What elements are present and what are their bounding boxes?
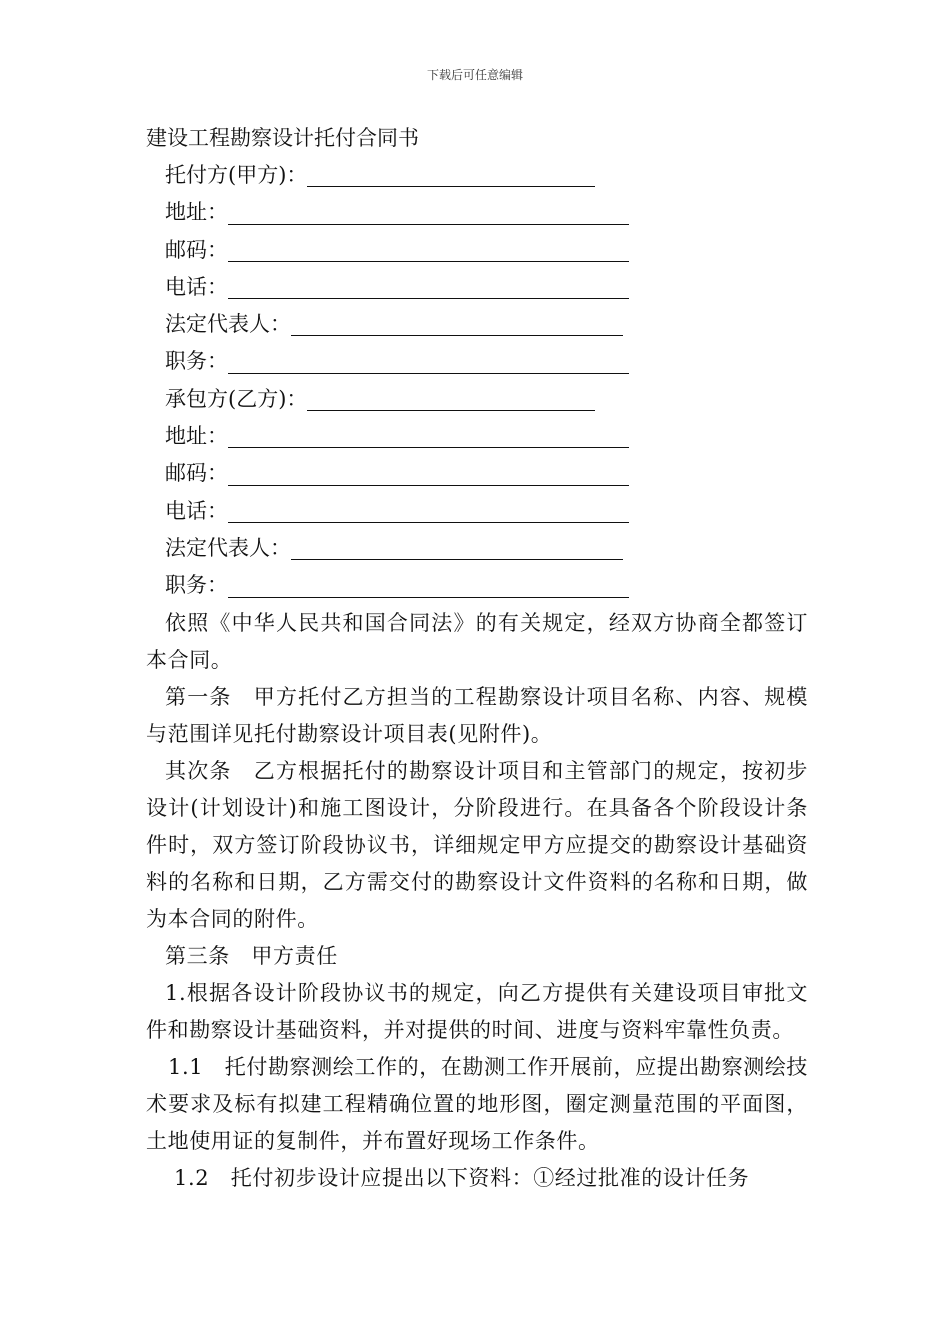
- article-3-heading: 第三条 甲方责任: [165, 943, 338, 968]
- party-b-address-blank[interactable]: [228, 423, 629, 448]
- party-a-phone-row: [146, 269, 808, 306]
- party-b-address-row: [146, 418, 808, 455]
- article-2-paragraph: 其次条 乙方根据托付的勘察设计项目和主管部门的规定，按初步设计(计划设计)和施工图设计，分阶段进行。在具备各个阶段设计条件时，双方签订阶段协议书，详细规定甲方应提交的勘察设计基础资料的名称和日期，乙方需交付的勘察设计文件资料的名称和日期，做为本合同的附件。: [146, 758, 808, 931]
- party-b-legal-rep-label: 法定代表人：: [165, 535, 291, 560]
- party-b-row: [146, 381, 808, 418]
- item-1-paragraph: 1.根据各设计阶段协议书的规定，向乙方提供有关建设项目审批文件和勘察设计基础资料，并对提供的时间、进度与资料牢靠性负责。: [146, 980, 808, 1042]
- header-note: 下载后可任意编辑: [426, 68, 523, 82]
- party-b-blank[interactable]: [307, 386, 595, 411]
- party-a-blank[interactable]: [307, 162, 595, 187]
- item-1-2-paragraph: 1.2 托付初步设计应提出以下资料：①经过批准的设计任务: [174, 1165, 750, 1190]
- party-b-postcode-blank[interactable]: [228, 461, 629, 486]
- party-b-position-blank[interactable]: [228, 573, 629, 598]
- party-a-legal-rep-label: 法定代表人：: [165, 312, 291, 337]
- party-b-legal-rep-row: [146, 530, 808, 567]
- party-a-phone-label: 电话：: [165, 274, 228, 299]
- party-a-phone-blank[interactable]: [228, 274, 629, 299]
- party-a-address-blank[interactable]: [228, 200, 629, 225]
- party-b-phone-row: [146, 493, 808, 530]
- party-a-postcode-label: 邮码：: [165, 237, 228, 262]
- party-b-position-label: 职务：: [165, 573, 228, 598]
- party-b-phone-label: 电话：: [165, 498, 228, 523]
- party-b-postcode-label: 邮码：: [165, 461, 228, 486]
- party-b-address-label: 地址：: [165, 424, 228, 449]
- party-a-address-row: [146, 194, 808, 231]
- party-b-label: 承包方(乙方)：: [165, 386, 308, 411]
- party-b-legal-rep-blank[interactable]: [291, 535, 623, 560]
- party-a-position-blank[interactable]: [228, 349, 629, 374]
- document-body: [146, 120, 808, 1197]
- article-1-paragraph: 第一条 甲方托付乙方担当的工程勘察设计项目名称、内容、规模与范围详见托付勘察设计项目表(见附件)。: [146, 684, 808, 746]
- party-a-address-label: 地址：: [165, 200, 228, 225]
- party-a-legal-rep-blank[interactable]: [291, 311, 623, 336]
- party-b-postcode-row: [146, 455, 808, 492]
- party-a-position-row: [146, 343, 808, 380]
- party-a-row: [146, 157, 808, 194]
- document-title: 建设工程勘察设计托付合同书: [146, 126, 419, 150]
- party-a-legal-rep-row: [146, 306, 808, 343]
- party-a-postcode-blank[interactable]: [228, 237, 629, 262]
- party-a-postcode-row: [146, 232, 808, 269]
- party-b-position-row: [146, 567, 808, 604]
- item-1-1-paragraph: 1.1 托付勘察测绘工作的，在勘测工作开展前，应提出勘察测绘技术要求及标有拟建工程精确位置的地形图，圈定测量范围的平面图，土地使用证的复制件，并布置好现场工作条件。: [146, 1054, 808, 1153]
- party-a-label: 托付方(甲方)：: [165, 163, 308, 187]
- party-a-position-label: 职务：: [165, 349, 228, 374]
- party-b-phone-blank[interactable]: [228, 498, 629, 523]
- intro-paragraph: 依照《中华人民共和国合同法》的有关规定，经双方协商全都签订本合同。: [146, 610, 808, 672]
